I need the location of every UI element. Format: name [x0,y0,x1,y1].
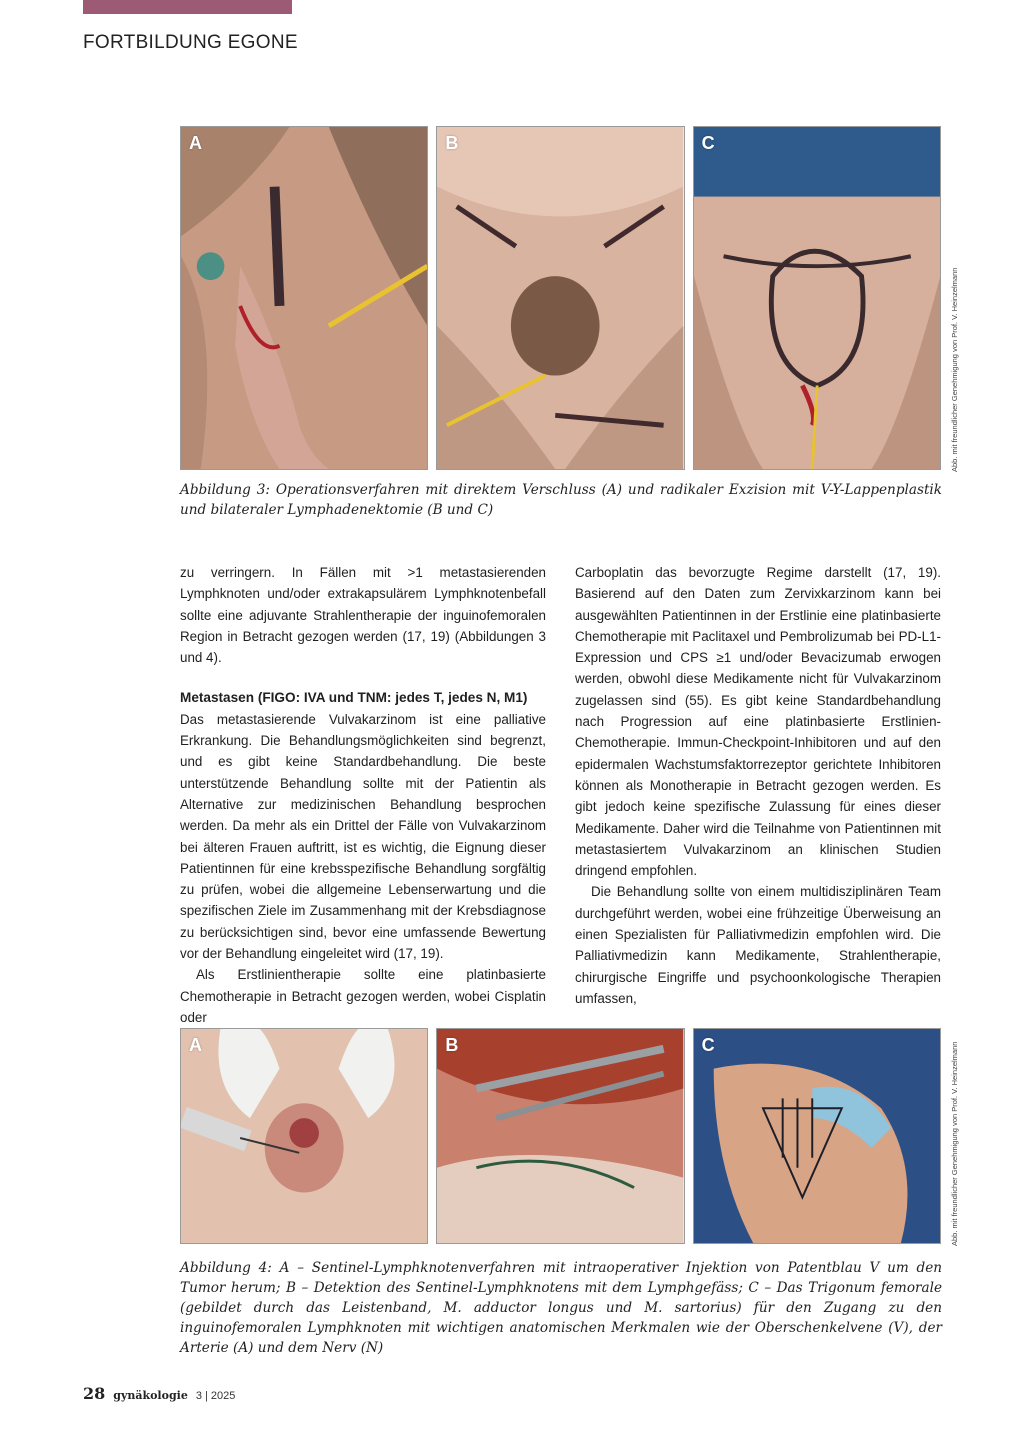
paragraph: zu verringern. In Fällen mit >1 metastasierenden Lymphknoten und/oder extrakapsulärem Lymphknotenbefall sollte eine adjuvante Strahlentherapie der inguinofemoralen Region in Betracht gezogen werden (17, 19) (Abbildungen 3 und 4). [180,565,546,666]
paragraph: Das metastasierende Vulvakarzinom ist eine palliative Erkrankung. Die Behandlungsmöglichkeiten sind begrenzt, und es gibt keine Standardbehandlung. Die beste unterstützende Behandlung sollte mit der Patientin als Alternative zur medizinischen Behandlung besprochen werden. Da mehr als ein Drittel der Fälle von Vulvakarzinom bei älteren Frauen auftritt, ist es wichtig, die Eignung dieser Patientinnen für eine krebsspezifische Behandlung sorgfältig zu prüfen, wobei die allgemeine Lebenserwartung und die spezifischen Ziele im Zusammenhang mit der Krebsdiagnose zu berücksichtigen sind, bevor eine umfassende Bewertung vor der Behandlung eingeleitet wird (17, 19). [180,711,546,962]
figure-4-caption: Abbildung 4: A – Sentinel-Lymphknotenverfahren mit intraoperativer Injektion von Patentblau V um den Tumor herum; B – Detektion des Sentinel-Lymphknotens mit dem Lymphgefäss; C – Das Trigonum femorale (gebildet durch das Leistenband, M. adductor longus und M. sartorius) für den Zugang zu den inguinofemoralen Lymphknoten mit wichtigen anatomischen Merkmalen wie der Oberschenkelvene (V), der Arterie (A) und dem Nerv (N) [180,1260,942,1356]
section-title: FORTBILDUNG EGONE [83,32,298,53]
surgical-photo-image [181,127,427,469]
accent-bar [83,0,292,14]
panel-label: A [189,133,202,153]
figure-3-caption: Abbildung 3: Operationsverfahren mit direktem Verschluss (A) und radikaler Exzision mit V-Y-Lappenplastik und bilateraler Lymphadenektomie (B und C) [180,482,942,518]
surgical-photo-image [694,1029,940,1243]
text-column-left [180,562,546,1028]
panel-label: B [445,1035,459,1055]
surgical-photo-image [694,127,940,469]
panel-label: C [701,133,715,153]
paragraph: Carboplatin das bevorzugte Regime darstellt (17, 19). Basierend auf den Daten zum Zervixkarzinom kann bei ausgewählten Patientinnen in der Erstlinie eine platinbasierte Chemotherapie mit Paclitaxel und Pembrolizumab bei PD-L1-Expression und CPS ≥1 und/oder Bevacizumab erwogen werden, obwohl diese Medikamente nicht für Vulvakarzinom zugelassen sind (55). Es gibt keine Standardbehandlung nach Progression auf eine platinbasierte Erstlinien-Chemotherapie. Immun-Checkpoint-Inhibitoren und auf den epidermalen Wachstumsfaktorrezeptor gerichtete Inhibitoren können als Monotherapie in Betracht gezogen werden. Es gibt jedoch keine spezifische Zulassung für eines dieser Medikamente. Daher wird die Teilnahme von Patientinnen mit metastasiertem Vulvakarzinom an klinischen Studien dringend empfohlen. [575,565,941,879]
panel-label: C [701,1035,715,1055]
figure-4-credit: Abb. mit freundlicher Genehmigung von Prof. V. Heinzelmann [950,1041,959,1246]
figure-4-photo-a [180,1028,428,1244]
figure-4-photo-c [693,1028,941,1244]
figure-4-photo-b [436,1028,684,1244]
figure-3-photo-c [693,126,941,470]
surgical-photo-image [437,127,683,469]
figure-3 [180,126,941,470]
panel-label: A [189,1035,202,1055]
text-column-right [575,562,941,1009]
page-footer [83,1384,235,1403]
issue-number: 3 | 2025 [195,1390,236,1402]
journal-name: gynäkologie [113,1389,188,1402]
figure-4 [180,1028,941,1244]
surgical-photo-image [181,1029,427,1243]
panel-label: B [445,133,459,153]
paragraph: Als Erstlinientherapie sollte eine platinbasierte Chemotherapie in Betracht gezogen werden, wobei Cisplatin oder [180,967,546,1025]
subheading: Metastasen (FIGO: IVA und TNM: jedes T, jedes N, M1) [180,690,528,706]
paragraph: Die Behandlung sollte von einem multidisziplinären Team durchgeführt werden, wobei eine frühzeitige Überweisung an einen Spezialisten für Palliativmedizin empfohlen wird. Die Palliativmedizin kann Medikamente, Strahlentherapie, chirurgische Eingriffe und psychoonkologische Therapien umfassen, [575,884,941,1006]
figure-3-photo-a [180,126,428,470]
figure-3-photo-b [436,126,684,470]
figure-3-credit: Abb. mit freundlicher Genehmigung von Prof. V. Heinzelmann [950,267,959,472]
surgical-photo-image [437,1029,683,1243]
page-number: 28 [83,1384,106,1403]
